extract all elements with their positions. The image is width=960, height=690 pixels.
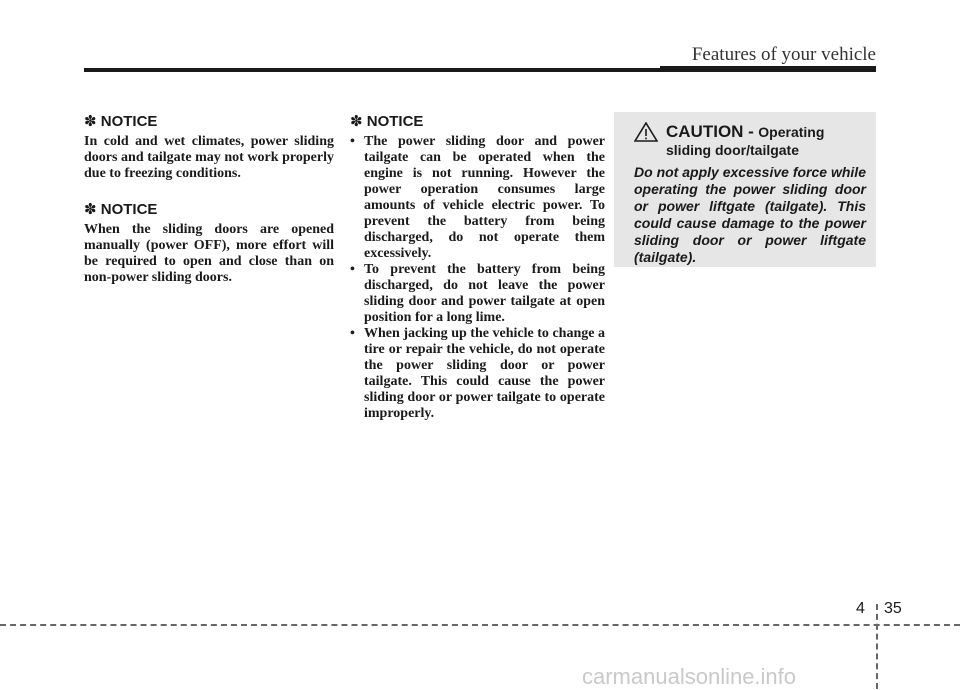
bullet-icon: • [350,134,355,149]
notice-heading: ✽ NOTICE [84,113,158,130]
left-column [84,112,334,304]
caution-heading [634,122,866,158]
notice-bullet-list [350,134,605,422]
watermark: carmanualsonline.info [582,664,797,689]
bullet-icon: • [350,326,355,341]
caution-subtitle: Operating [758,124,825,140]
warning-triangle-icon [634,122,658,142]
footer-rule [0,624,960,626]
notice-body: In cold and wet climates, power sliding doors and tailgate may not work properly due to freezing conditions. [84,134,334,181]
list-item [350,326,605,422]
bullet-text: When jacking up the vehicle to change a tire or repair the vehicle, do not operate the power sliding door or power tailgate. This could cause the power sliding door or power tailgate to operate improperly. [364,326,605,421]
middle-column [350,112,605,422]
bullet-text: To prevent the battery from being discharged, do not leave the power sliding door and power tailgate at open position for a long lime. [364,262,605,325]
footer-divider [876,604,878,689]
list-item [350,262,605,326]
bullet-icon: • [350,262,355,277]
header-rule-accent [660,66,876,72]
list-item [350,134,605,262]
caution-title: CAUTION - [666,122,754,141]
notice-heading: ✽ NOTICE [350,113,424,130]
notice-body: When the sliding doors are opened manually (power OFF), more effort will be required to open and close than on non-power sliding doors. [84,222,334,285]
chapter-number: 4 [856,600,865,617]
caution-body: Do not apply excessive force while operating the power sliding door or power liftgate (tailgate). This could cause damage to the power sliding door or power liftgate (tailgate). [634,164,866,265]
bullet-text: The power sliding door and power tailgate can be operated when the engine is not running. However the power operation consumes large amounts of vehicle electric power. To prevent the battery from being discharged, do not operate them excessively. [364,134,605,261]
page-header-title: Features of your vehicle [691,44,876,65]
page-number: 35 [884,600,902,617]
notice-heading: ✽ NOTICE [84,201,158,218]
caution-box [614,112,876,267]
caution-subtitle: sliding door/tailgate [666,142,800,158]
